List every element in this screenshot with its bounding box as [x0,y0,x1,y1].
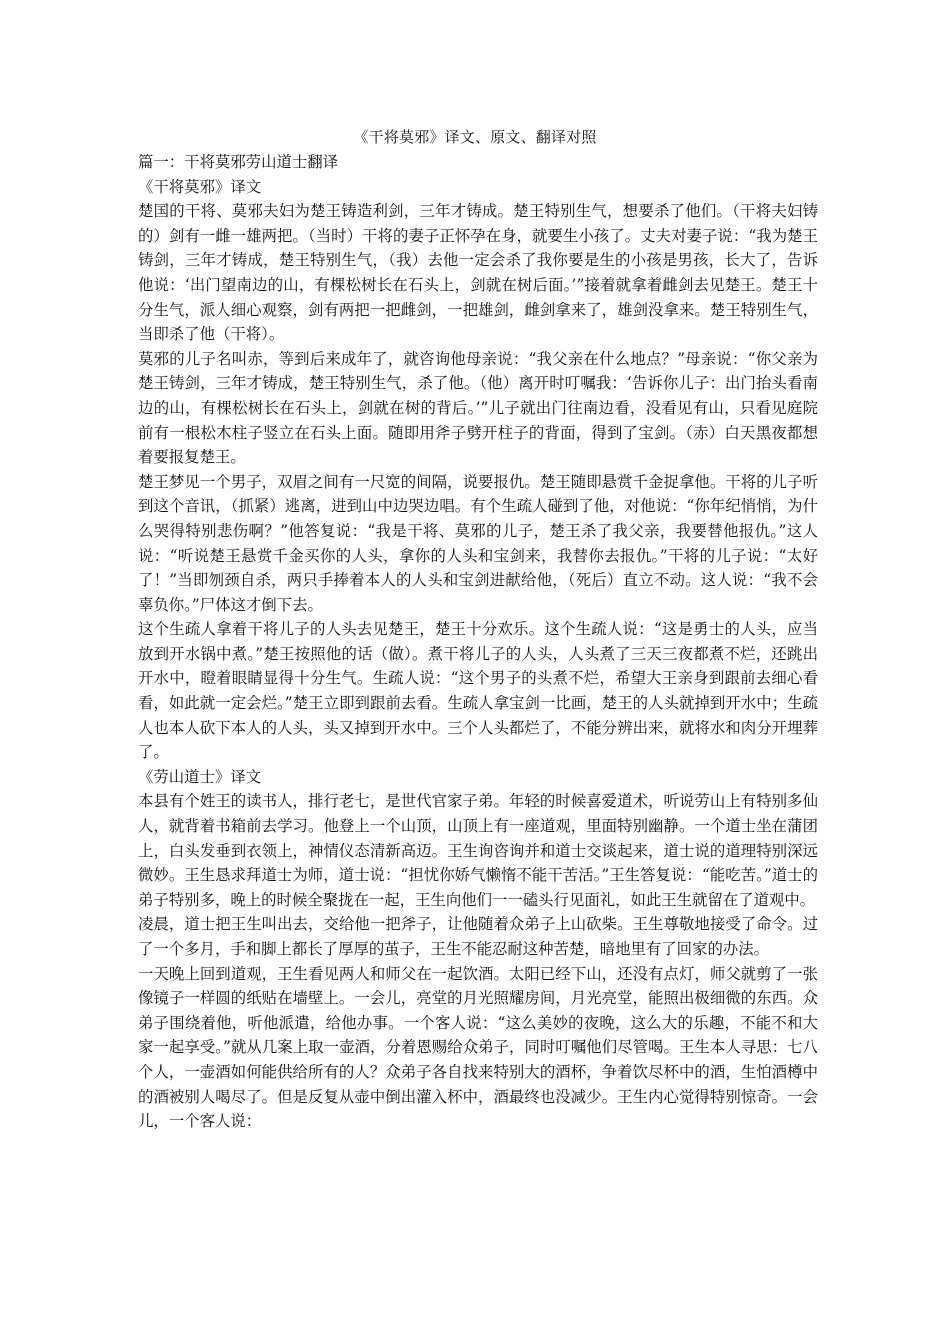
paragraph: 莫邪的儿子名叫赤，等到后来成年了，就咨询他母亲说：“我父亲在什么地点？”母亲说：“你父亲为楚王铸剑，三年才铸成，楚王特别生气，杀了他。（他）离开时叮嘱我：‘告诉你儿子：出门抬头看南边的山，有棵松树长在石头上，剑就在树的背后。’”儿子就出门往南边看，没看见有山，只看见庭院前有一根松木柱子竖立在石头上面。随即用斧子劈开柱子的背面，得到了宝剑。（赤）白天黑夜都想着要报复楚王。 [138,349,818,467]
document-title: 《干将莫邪》译文、原文、翻译对照 [353,128,597,146]
paragraph: 楚国的干将、莫邪夫妇为楚王铸造利剑，三年才铸成。楚王特别生气，想要杀了他们。（干将夫妇铸的）剑有一雌一雄两把。（当时）干将的妻子正怀孕在身，就要生小孩了。丈夫对妻子说：“我为楚王铸剑，三年才铸成，楚王特别生气，（我）去他一定会杀了我你要是生的小孩是男孩，长大了，告诉他说：‘出门望南边的山，有棵松树长在石头上，剑就在树后面。’”接着就拿着雌剑去见楚王。楚王十分生气，派人细心观察，剑有两把一把雌剑，一把雄剑，雌剑拿来了，雄剑没拿来。楚王特别生气，当即杀了他（干将）。 [138,202,818,344]
section-heading: 篇一：干将莫邪劳山道士翻译 [138,153,339,171]
paragraph: 这个生疏人拿着干将儿子的人头去见楚王，楚王十分欢乐。这个生疏人说：“这是勇士的人头，应当放到开水锅中煮。”楚王按照他的话（做）。煮干将儿子的人头，人头煮了三天三夜都煮不烂，还跳出开水中，瞪着眼睛显得十分生气。生疏人说：“这个男子的头煮不烂，希望大王亲身到跟前去细心看看，如此就一定会烂。”楚王立即到跟前去看。生疏人拿宝剑一比画，楚王的人头就掉到开水中；生疏人也本人砍下本人的人头，头又掉到开水中。三个人头都烂了，不能分辨出来，就将水和肉分开埋葬了。 [138,620,818,762]
paragraph: 凌晨，道士把王生叫出去，交给他一把斧子，让他随着众弟子上山砍柴。王生尊敬地接受了命令。过了一个多月，手和脚上都长了厚厚的茧子，王生不能忍耐这种苦楚，暗地里有了回家的办法。 [138,915,818,958]
subheading-laoshan-daoshi: 《劳山道士》译文 [138,767,262,786]
paragraph: 楚王梦见一个男子，双眉之间有一尺宽的间隔，说要报仇。楚王随即悬赏千金捉拿他。干将的儿子听到这个音讯，（抓紧）逃离，进到山中边哭边唱。有个生疏人碰到了他，对他说：“你年纪悄悄，为什么哭得特别悲伤啊？”他答复说：“我是干将、莫邪的儿子，楚王杀了我父亲，我要替他报仇。”这人说：“听说楚王悬赏千金买你的人头，拿你的人头和宝剑来，我替你去报仇。”干将的儿子说：“太好了！”当即刎颈自杀，两只手捧着本人的人头和宝剑进献给他，（死后）直立不动。这人说：“我不会辜负你。”尸体这才倒下去。 [138,472,818,614]
paragraph: 本县有个姓王的读书人，排行老七，是世代官家子弟。年轻的时候喜爱道术，听说劳山上有特别多仙人，就背着书箱前去学习。他登上一个山顶，山顶上有一座道观，里面特别幽静。一个道士坐在蒲团上，白头发垂到衣领上，神情仪态清新高迈。王生询咨询并和道士交谈起来，道士说的道理特别深远微妙。王生恳求拜道士为师，道士说：“担忧你娇气懒惰不能干苦活。”王生答复说：“能吃苦。”道士的弟子特别多，晚上的时候全聚拢在一起，王生向他们一一磕头行见面礼，如此王生就留在了道观中。 [138,792,818,909]
document-body [138,150,818,1134]
paragraph: 一天晚上回到道观，王生看见两人和师父在一起饮酒。太阳已经下山，还没有点灯，师父就剪了一张像镜子一样圆的纸贴在墙壁上。一会儿，亮堂的月光照耀房间，月光亮堂，能照出极细微的东西。众弟子围绕着他，听他派遣，给他办事。一个客人说：“这么美妙的夜晚，这么大的乐趣，不能不和大家一起享受。”就从几案上取一壶酒，分着恩赐给众弟子，同时叮嘱他们尽管喝。王生本人寻思：七八个人，一壶酒如何能供给所有的人？众弟子各自找来特别大的酒杯，争着饮尽杯中的酒，生怕酒樽中的酒被别人喝尽了。但是反复从壶中倒出灌入杯中，酒最终也没减少。王生内心觉得特别惊奇。一会儿，一个客人说： [138,964,818,1131]
subheading-ganjiang-moye: 《干将莫邪》译文 [138,177,262,196]
